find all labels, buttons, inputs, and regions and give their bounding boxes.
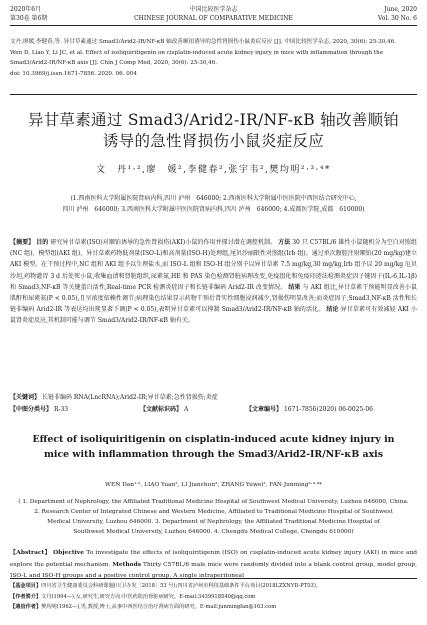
- affiliation-en-line: ( 1. Department of Nephrology, the Affiliated Traditional Medicine Hospital of Southwest Medical University, Luzhou 646000, China.: [18, 499, 409, 505]
- abstract-en-objective: To investigate the effects of isoliquiritigenin (ISO) on cisplatin-induced acute kidney injury (AKI) in mice and explore the potential mechanism.: [10, 550, 418, 568]
- footnote-rule: [10, 578, 417, 579]
- clc-value: R-33: [53, 406, 69, 413]
- citation-en: Wen D, Liao Y, Li JC, et al. Effect of isoliquiritigenin on cisplatin-induced acute kidney injury in mice with inflammation through the Smad3/Arid2-IR/NF-κB axis [J]. Chin J Comp Med, 2020, 30(6): 25-30,46.: [10, 49, 384, 67]
- abstract-conclusion: 异甘草素可有效减轻 AKI 小鼠肾炎症反应,其机制可能与调节 Smad3/Arid2-IR/NF-κB 轴有关。: [10, 306, 417, 325]
- header-volume-cn: 第30卷 第6期: [10, 15, 48, 22]
- title-cn-line: 诱导的急性肾损伤小鼠炎症反应: [102, 132, 325, 150]
- clc-label: 【中图分类号】: [10, 406, 53, 413]
- title-en-line: Effect of isoliquiritigenin on cisplatin-induced acute kidney injury in: [32, 434, 395, 445]
- footnote-label: 【通信作者】: [10, 604, 42, 610]
- abstract-method: 30 只 C57BL/6 雄性小鼠随机分为空白对照组(NC 组)、模型组(AKI 组)、异甘草素药物低剂量(ISO-L)和高剂量(ISO-H)处理组,尾贝沙丽限性对照组(Irb 组)。通过单次腹腔注射顺铂(20 mg/kg)建立 AKI 模型。在干预过程中,NC 组和 AKI 组予以生理盐水,而 ISO-L 组和 ISO-H 组分别予以异甘草素 7.5 mg/kg,30 mg/kg,Irb 组予以 20 mg/kg 厄贝沙坦,药物灌胃 3 d 后处死小鼠,收集血清和肾脏组织,尿素氮,HE 和 PAS 染色检测肾脏病理改变,免疫组化和免疫印迹法检测炎症因子键因子(IL-6,IL-1β)和 Smad3,NF-κB 等关键蛋白活性,Real-time PCR 检测炎症因子和长链非编码 Arid2-IR 改变情况。: [10, 239, 417, 291]
- title-cn-line: 异甘草素通过 Smad3/Arid2-IR/NF-κB 轴改善顺铂: [27, 111, 400, 129]
- affiliation-en-line: 2. Research Center of Integrated Chinese and Western Medicine, Affiliated to Traditional Medicine Hospital of Southwest: [34, 509, 393, 515]
- citation-cn: 文丹,廖媛,李健春,等. 异甘草素通过 Smad3/Arid2-IR/NF-κB 轴改善顺铂诱导的急性肾损伤小鼠炎症反应 [J]. 中国比较医学杂志, 2020, 30(6): 25-30,46.: [10, 39, 396, 45]
- abstract-result-label: 结果: [288, 283, 301, 291]
- affiliation-en-line: Medical University, Luzhou 646000. 3. Department of Nephrology, the Affiliated Traditional Medicine Hospital of: [47, 519, 380, 525]
- abstract-conclusion-label: 结论: [326, 306, 339, 314]
- affiliations-cn: [10, 193, 417, 215]
- affiliation-line: 四川 泸州 646000; 3.西南医科大学附属中医医院肾病内科,四川 泸州 646000; 4.成都医学院,成都 610000): [62, 206, 365, 213]
- affiliation-en-line: Southwest Medical University, Luzhou 646000. 4. Chengdu Medical College, Chengdu 610000): [73, 529, 354, 535]
- footnote-text: 文丹(1994—),女,研究生,研究方向:中医药防治肾脏病研究。E-mail:3439918540@qq.com: [41, 593, 256, 600]
- header-volume-en: Vol. 30 No. 6: [377, 15, 417, 22]
- doc-code-value: A: [183, 406, 189, 413]
- classification-row: [10, 404, 417, 415]
- footnote-text: 四川省卫生健康委员会科研课题(川卫办发〔2018〕53 号);四川省泸州市科技基础条件平台项目(2018LZXNYD-PT03)。: [41, 583, 322, 589]
- doi: doi: 10.3969/j.issn.1671-7856. 2020. 06. 004: [10, 70, 137, 77]
- header-center: [10, 5, 417, 23]
- keywords-cn: [10, 392, 417, 403]
- article-id-value: 1671-7856(2020) 06-0025-06: [283, 406, 373, 413]
- authors-en: WEN Dan¹·², LIAO Yuan², LI Jianchun², ZHANG Yuwei², FAN Junming²·³·⁴*: [105, 482, 322, 488]
- abstract-goal-label: 目的: [36, 239, 49, 246]
- abstract-goal: 研究异甘草素(ISO)对顺铂诱导的急性肾损伤(AKI)小鼠的作用并探讨潜在调控机制。: [50, 239, 277, 246]
- footnote-label: 【作者简介】: [10, 593, 42, 600]
- abstract-cn: [10, 237, 417, 327]
- article-id-label: 【文章编号】: [246, 406, 283, 413]
- doc-code-field: [140, 404, 188, 413]
- keywords-label: 【关键词】: [10, 394, 41, 401]
- abstract-method-label: 方法: [278, 239, 291, 246]
- abstract-en-label: 【Abstract】: [10, 549, 51, 556]
- abstract-en: [10, 547, 417, 582]
- running-header: [10, 5, 417, 25]
- affiliation-line: (1.西南医科大学附属医院肾病内科,四川 泸州 646000; 2.西南医科大学附属中医医院中西医结合研究中心,: [70, 195, 357, 202]
- header-right: [378, 5, 417, 23]
- article-id-field: [246, 404, 373, 413]
- abstract-label: 【摘要】: [10, 239, 35, 246]
- abstract-en-methods-label: Methods: [112, 561, 142, 568]
- title-en-line: mice with inflammation through the Smad3/Arid2-IR/NF-κB axis: [43, 449, 384, 460]
- doc-code-label: 【文献标识码】: [140, 406, 183, 413]
- title-cn: [10, 110, 417, 152]
- footnote-label: 【基金项目】: [10, 583, 42, 589]
- journal-name-en: CHINESE JOURNAL OF COMPARATIVE MEDICINE: [134, 15, 293, 22]
- citation-block: [10, 37, 417, 79]
- footnote-author-bio: [10, 592, 417, 603]
- header-date-en: June, 2020: [384, 6, 417, 13]
- abstract-en-methods: Thirty C57BL/6 male mice were randomly divided into a blank control group, model group, ISO-L and ISO-H groups and a positive control group. A single intraperitoneal: [10, 562, 418, 579]
- abstract-result: 与 AKI 组比,异甘草素干预能明显改善小鼠肌酐和尿素氮(P < 0.05),且呈浓度依赖性调节;病理染色结果显示药物干预后肾实性细胞浸润减少,肾损伤明显改善;而炎症因子,Smad3,NF-κB 活性和长链非编码 Arid2-IR 等表达均出现显著下调(P < 0.05),表明异甘草素可以抑制 Smad3/Arid2-IR/NF-κB 轴的活化。: [10, 283, 417, 314]
- header-date-cn: 2020年6月: [10, 6, 42, 13]
- title-en: [10, 432, 417, 462]
- journal-name-cn: 中国比较医学杂志: [189, 6, 238, 13]
- footnote-funding: [10, 581, 417, 592]
- citation-rule: [10, 94, 417, 95]
- abstract-en-objective-label: Objective: [53, 549, 84, 556]
- clc-field: [10, 404, 68, 413]
- footnote-text: 樊均明(1962—),男,教授,博士,从事中西医结合治疗肾病方面的研究。E-mail:junmingfan@163.com: [41, 604, 277, 610]
- keywords-text: 长链非编码 RNA(LncRNA);Arid2-IR;异甘草素;急性肾损伤;炎症: [41, 394, 218, 401]
- authors-cn: 文 丹¹·²,廖 媛²,李健春²,张宇韦²,樊均明²·³·⁴*: [96, 165, 331, 175]
- footnote-corresponding: [10, 602, 417, 613]
- header-rule: [10, 25, 417, 26]
- footnotes: [10, 581, 417, 613]
- affiliations-en: [10, 497, 417, 537]
